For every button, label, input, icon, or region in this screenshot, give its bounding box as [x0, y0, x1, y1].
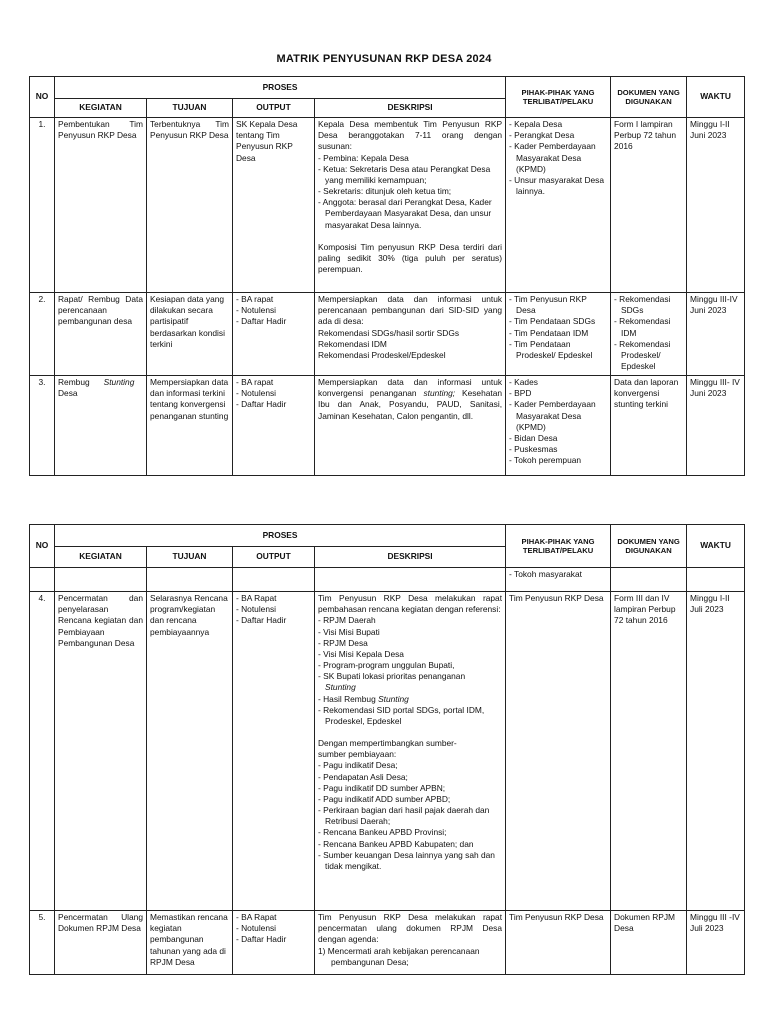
deskripsi-intro: Tim Penyusun RKP Desa melakukan rapat pencermatan ulang dokumen RPJM Desa dengan agenda:: [318, 912, 503, 945]
header-pihak: PIHAK-PIHAK YANG TERLIBAT/PELAKU: [506, 77, 611, 118]
row-tujuan: Kesiapan data yang dilakukan secara partisipatif berdasarkan kondisi terkini: [147, 293, 233, 376]
item-number: 1): [318, 945, 326, 956]
table-row-continuation: [30, 568, 745, 592]
row-waktu: Minggu III -IV Juli 2023: [687, 911, 745, 975]
deskripsi-intro: Kepala Desa membentuk Tim Penyusun RKP Desa beranggotakan 7-11 orang dengan susunan:: [318, 119, 503, 152]
table-row: [30, 118, 745, 293]
row-pihak: Tim Penyusun RKP Desa: [506, 911, 611, 975]
row-output: [233, 592, 315, 911]
list-item: - BA Rapat: [236, 912, 311, 923]
header-pihak: PIHAK-PIHAK YANG TERLIBAT/PELAKU: [506, 525, 611, 568]
row-pihak: [506, 568, 611, 592]
row-pihak: [506, 376, 611, 476]
row-no: 4.: [30, 592, 55, 911]
row-output: [233, 293, 315, 376]
header-kegiatan: KEGIATAN: [55, 99, 147, 118]
list-item: - Notulensi: [236, 388, 311, 399]
header-tujuan: TUJUAN: [147, 547, 233, 568]
deskripsi-line: Rekomendasi Prodeskel/Epdeskel: [318, 349, 446, 360]
row-waktu: Minggu I-II Juni 2023: [687, 118, 745, 293]
row-kegiatan: [55, 376, 147, 476]
row-dokumen: Form I lampiran Perbup 72 tahun 2016: [611, 118, 687, 293]
row-no: 5.: [30, 911, 55, 975]
list-item: - Bidan Desa: [509, 433, 607, 444]
row-tujuan: Selarasnya Rencana program/kegiatan dan rencana pembiayaannya: [147, 592, 233, 911]
table-row: [30, 911, 745, 975]
row-output: SK Kepala Desa tentang Tim Penyusun RKP Desa: [233, 118, 315, 293]
list-item: - Daftar Hadir: [236, 316, 311, 327]
header-dokumen: DOKUMEN YANG DIGUNAKAN: [611, 525, 687, 568]
matrix-table-2: [29, 524, 745, 975]
list-item: - Perkiraan bagian dari hasil pajak daerah dan Retribusi Daerah;: [318, 805, 502, 827]
row-pihak: [506, 118, 611, 293]
header-output: OUTPUT: [233, 547, 315, 568]
list-item: - Daftar Hadir: [236, 399, 311, 410]
deskripsi-intro: Mempersiapkan data dan informasi untuk perencanaan pembangunan dari SID-SID yang ada di desa:: [318, 294, 503, 327]
list-item-text: SK Bupati lokasi prioritas penanganan: [323, 671, 466, 682]
row-tujuan: Terbentuknya Tim Penyusun RKP Desa: [147, 118, 233, 293]
row-pihak: Tim Penyusun RKP Desa: [506, 592, 611, 911]
list-item: - RPJM Daerah: [318, 615, 502, 626]
header-kegiatan: KEGIATAN: [55, 547, 147, 568]
deskripsi-list: [318, 153, 502, 231]
header-deskripsi: DESKRIPSI: [315, 99, 506, 118]
list-item: - Kader Pemberdayaan Masyarakat Desa (KPMD): [509, 141, 607, 175]
row-kegiatan: Pencermatan dan penyelarasan Rencana kegiatan dan Pembiayaan Pembangunan Desa: [55, 592, 147, 911]
header-waktu: WAKTU: [687, 525, 745, 568]
header-no: NO: [30, 525, 55, 568]
deskripsi-note: Komposisi Tim penyusun RKP Desa terdiri dari paling sedikit 30% (tiga puluh per seratus) perempuan.: [318, 241, 503, 275]
row-tujuan: Memastikan rencana kegiatan pembangunan tahunan yang ada di RPJM Desa: [147, 911, 233, 975]
list-item: - Notulensi: [236, 604, 311, 615]
deskripsi-numbered-item: [318, 946, 502, 968]
list-item: [318, 694, 502, 705]
page-title: MATRIK PENYUSUNAN RKP DESA 2024: [276, 53, 492, 65]
row-deskripsi: [315, 592, 506, 911]
list-item: [318, 671, 502, 693]
list-item: - Unsur masyarakat Desa lainnya.: [509, 175, 607, 197]
header-output: OUTPUT: [233, 99, 315, 118]
list-item: - Rekomendasi SDGs: [614, 294, 683, 316]
list-item: - BPD: [509, 388, 607, 399]
list-item-italic: Stunting: [378, 693, 409, 704]
deskripsi-list: [318, 615, 502, 727]
row-pihak: [506, 293, 611, 376]
kegiatan-italic: Stunting: [103, 377, 135, 387]
list-item: - Rekomendasi IDM: [614, 316, 683, 338]
list-item: - Rencana Bankeu APBD Provinsi;: [318, 827, 502, 838]
list-item: - Puskesmas: [509, 444, 607, 455]
list-item: - Pagu indikatif Desa;: [318, 760, 502, 771]
list-item: - Program-program unggulan Bupati,: [318, 660, 502, 671]
list-item: - Visi Misi Kepala Desa: [318, 649, 502, 660]
list-item-italic: Stunting: [325, 682, 356, 693]
row-deskripsi: [315, 376, 506, 476]
row-kegiatan: Pembentukan Tim Penyusun RKP Desa: [55, 118, 147, 293]
list-item: - Rekomendasi Prodeskel/ Epdeskel: [614, 339, 683, 373]
header-proses: PROSES: [55, 77, 506, 99]
matrix-table-1: [29, 76, 745, 476]
deskripsi-text: Mempersiapkan data dan informasi untuk konvergensi penanganan: [318, 377, 503, 399]
list-item: - BA rapat: [236, 294, 311, 305]
list-item: - RPJM Desa: [318, 638, 502, 649]
item-text: Mencermati arah kebijakan perencanaan pembangunan Desa;: [327, 945, 480, 967]
list-item: - Sumber keuangan Desa lainnya yang sah dan tidak mengikat.: [318, 850, 502, 872]
row-output: [233, 911, 315, 975]
list-item: - Rekomendasi SID portal SDGs, portal IDM, Prodeskel, Epdeskel: [318, 705, 502, 727]
deskripsi-line: Rekomendasi IDM: [318, 338, 387, 349]
list-item: - Tim Pendataan IDM: [509, 328, 607, 339]
deskripsi-intro: Tim Penyusun RKP Desa melakukan rapat pembahasan rencana kegiatan dengan referensi:: [318, 593, 503, 615]
table-row: [30, 376, 745, 476]
row-output: [233, 376, 315, 476]
row-deskripsi: [315, 293, 506, 376]
list-item: - Tim Pendataan SDGs: [509, 316, 607, 327]
header-waktu: WAKTU: [687, 77, 745, 118]
row-deskripsi: [315, 911, 506, 975]
list-item: - Kades: [509, 377, 607, 388]
row-dokumen: [611, 293, 687, 376]
list-item: - Tokoh perempuan: [509, 455, 607, 466]
table-row: [30, 592, 745, 911]
list-item: - Ketua: Sekretaris Desa atau Perangkat Desa yang memiliki kemampuan;: [318, 164, 502, 186]
row-dokumen: Data dan laporan konvergensi stunting terkini: [611, 376, 687, 476]
list-item: - Pembina: Kepala Desa: [318, 153, 502, 164]
table-row: [30, 293, 745, 376]
sumber-list: [318, 760, 502, 872]
row-waktu: Minggu III-IV Juni 2023: [687, 293, 745, 376]
deskripsi-mid: Dengan mempertimbangkan sumber-sumber pembiayaan:: [318, 738, 457, 760]
list-item: - Kepala Desa: [509, 119, 607, 130]
row-no: 3.: [30, 376, 55, 476]
list-item: - Pagu indikatif ADD sumber APBD;: [318, 794, 502, 805]
header-deskripsi: DESKRIPSI: [315, 547, 506, 568]
row-no: 1.: [30, 118, 55, 293]
deskripsi-italic: stunting;: [423, 388, 456, 399]
list-item-text: Hasil Rembug: [323, 693, 376, 704]
list-item: - BA Rapat: [236, 593, 311, 604]
list-item: - Anggota: berasal dari Perangkat Desa, Kader Pemberdayaan Masyarakat Desa, dan unsur masyarakat Desa lainnya.: [318, 197, 502, 231]
list-item: - BA rapat: [236, 377, 311, 388]
row-dokumen: Dokumen RPJM Desa: [611, 911, 687, 975]
list-item: - Perangkat Desa: [509, 130, 607, 141]
list-item: - Sekretaris: ditunjuk oleh ketua tim;: [318, 186, 502, 197]
list-item: - Daftar Hadir: [236, 934, 311, 945]
list-item: - Daftar Hadir: [236, 615, 311, 626]
header-proses: PROSES: [55, 525, 506, 547]
row-tujuan: Mempersiapkan data dan informasi terkini tentang konvergensi penanganan stunting: [147, 376, 233, 476]
list-item: - Tokoh masyarakat: [509, 569, 607, 580]
row-deskripsi: [315, 118, 506, 293]
list-item: - Notulensi: [236, 923, 311, 934]
deskripsi-line: Rekomendasi SDGs/hasil sortir SDGs: [318, 327, 460, 338]
row-no: 2.: [30, 293, 55, 376]
list-item: - Tim Penyusun RKP Desa: [509, 294, 607, 316]
row-waktu: Minggu III- IV Juni 2023: [687, 376, 745, 476]
header-no: NO: [30, 77, 55, 118]
list-item: - Rencana Bankeu APBD Kabupaten; dan: [318, 839, 502, 850]
kegiatan-text: Desa: [58, 388, 78, 399]
row-kegiatan: Rapat/ Rembug Data perencanaan pembangunan desa: [55, 293, 147, 376]
list-item: - Visi Misi Bupati: [318, 627, 502, 638]
kegiatan-text: Rembug: [58, 377, 90, 387]
row-kegiatan: Pencermatan Ulang Dokumen RPJM Desa: [55, 911, 147, 975]
list-item: - Tim Pendataan Prodeskel/ Epdeskel: [509, 339, 607, 361]
list-item: - Kader Pemberdayaan Masyarakat Desa (KPMD): [509, 399, 607, 433]
header-tujuan: TUJUAN: [147, 99, 233, 118]
header-dokumen: DOKUMEN YANG DIGUNAKAN: [611, 77, 687, 118]
row-dokumen: Form III dan IV lampiran Perbup 72 tahun 2016: [611, 592, 687, 911]
row-waktu: Minggu I-II Juli 2023: [687, 592, 745, 911]
list-item: - Pagu indikatif DD sumber APBN;: [318, 783, 502, 794]
list-item: - Notulensi: [236, 305, 311, 316]
list-item: - Pendapatan Asli Desa;: [318, 772, 502, 783]
deskripsi-text: Kesehatan Ibu dan Anak, Posyandu, PAUD, Sanitasi, Jaminan Kesehatan, Calon pengantin, dll.: [318, 388, 503, 421]
